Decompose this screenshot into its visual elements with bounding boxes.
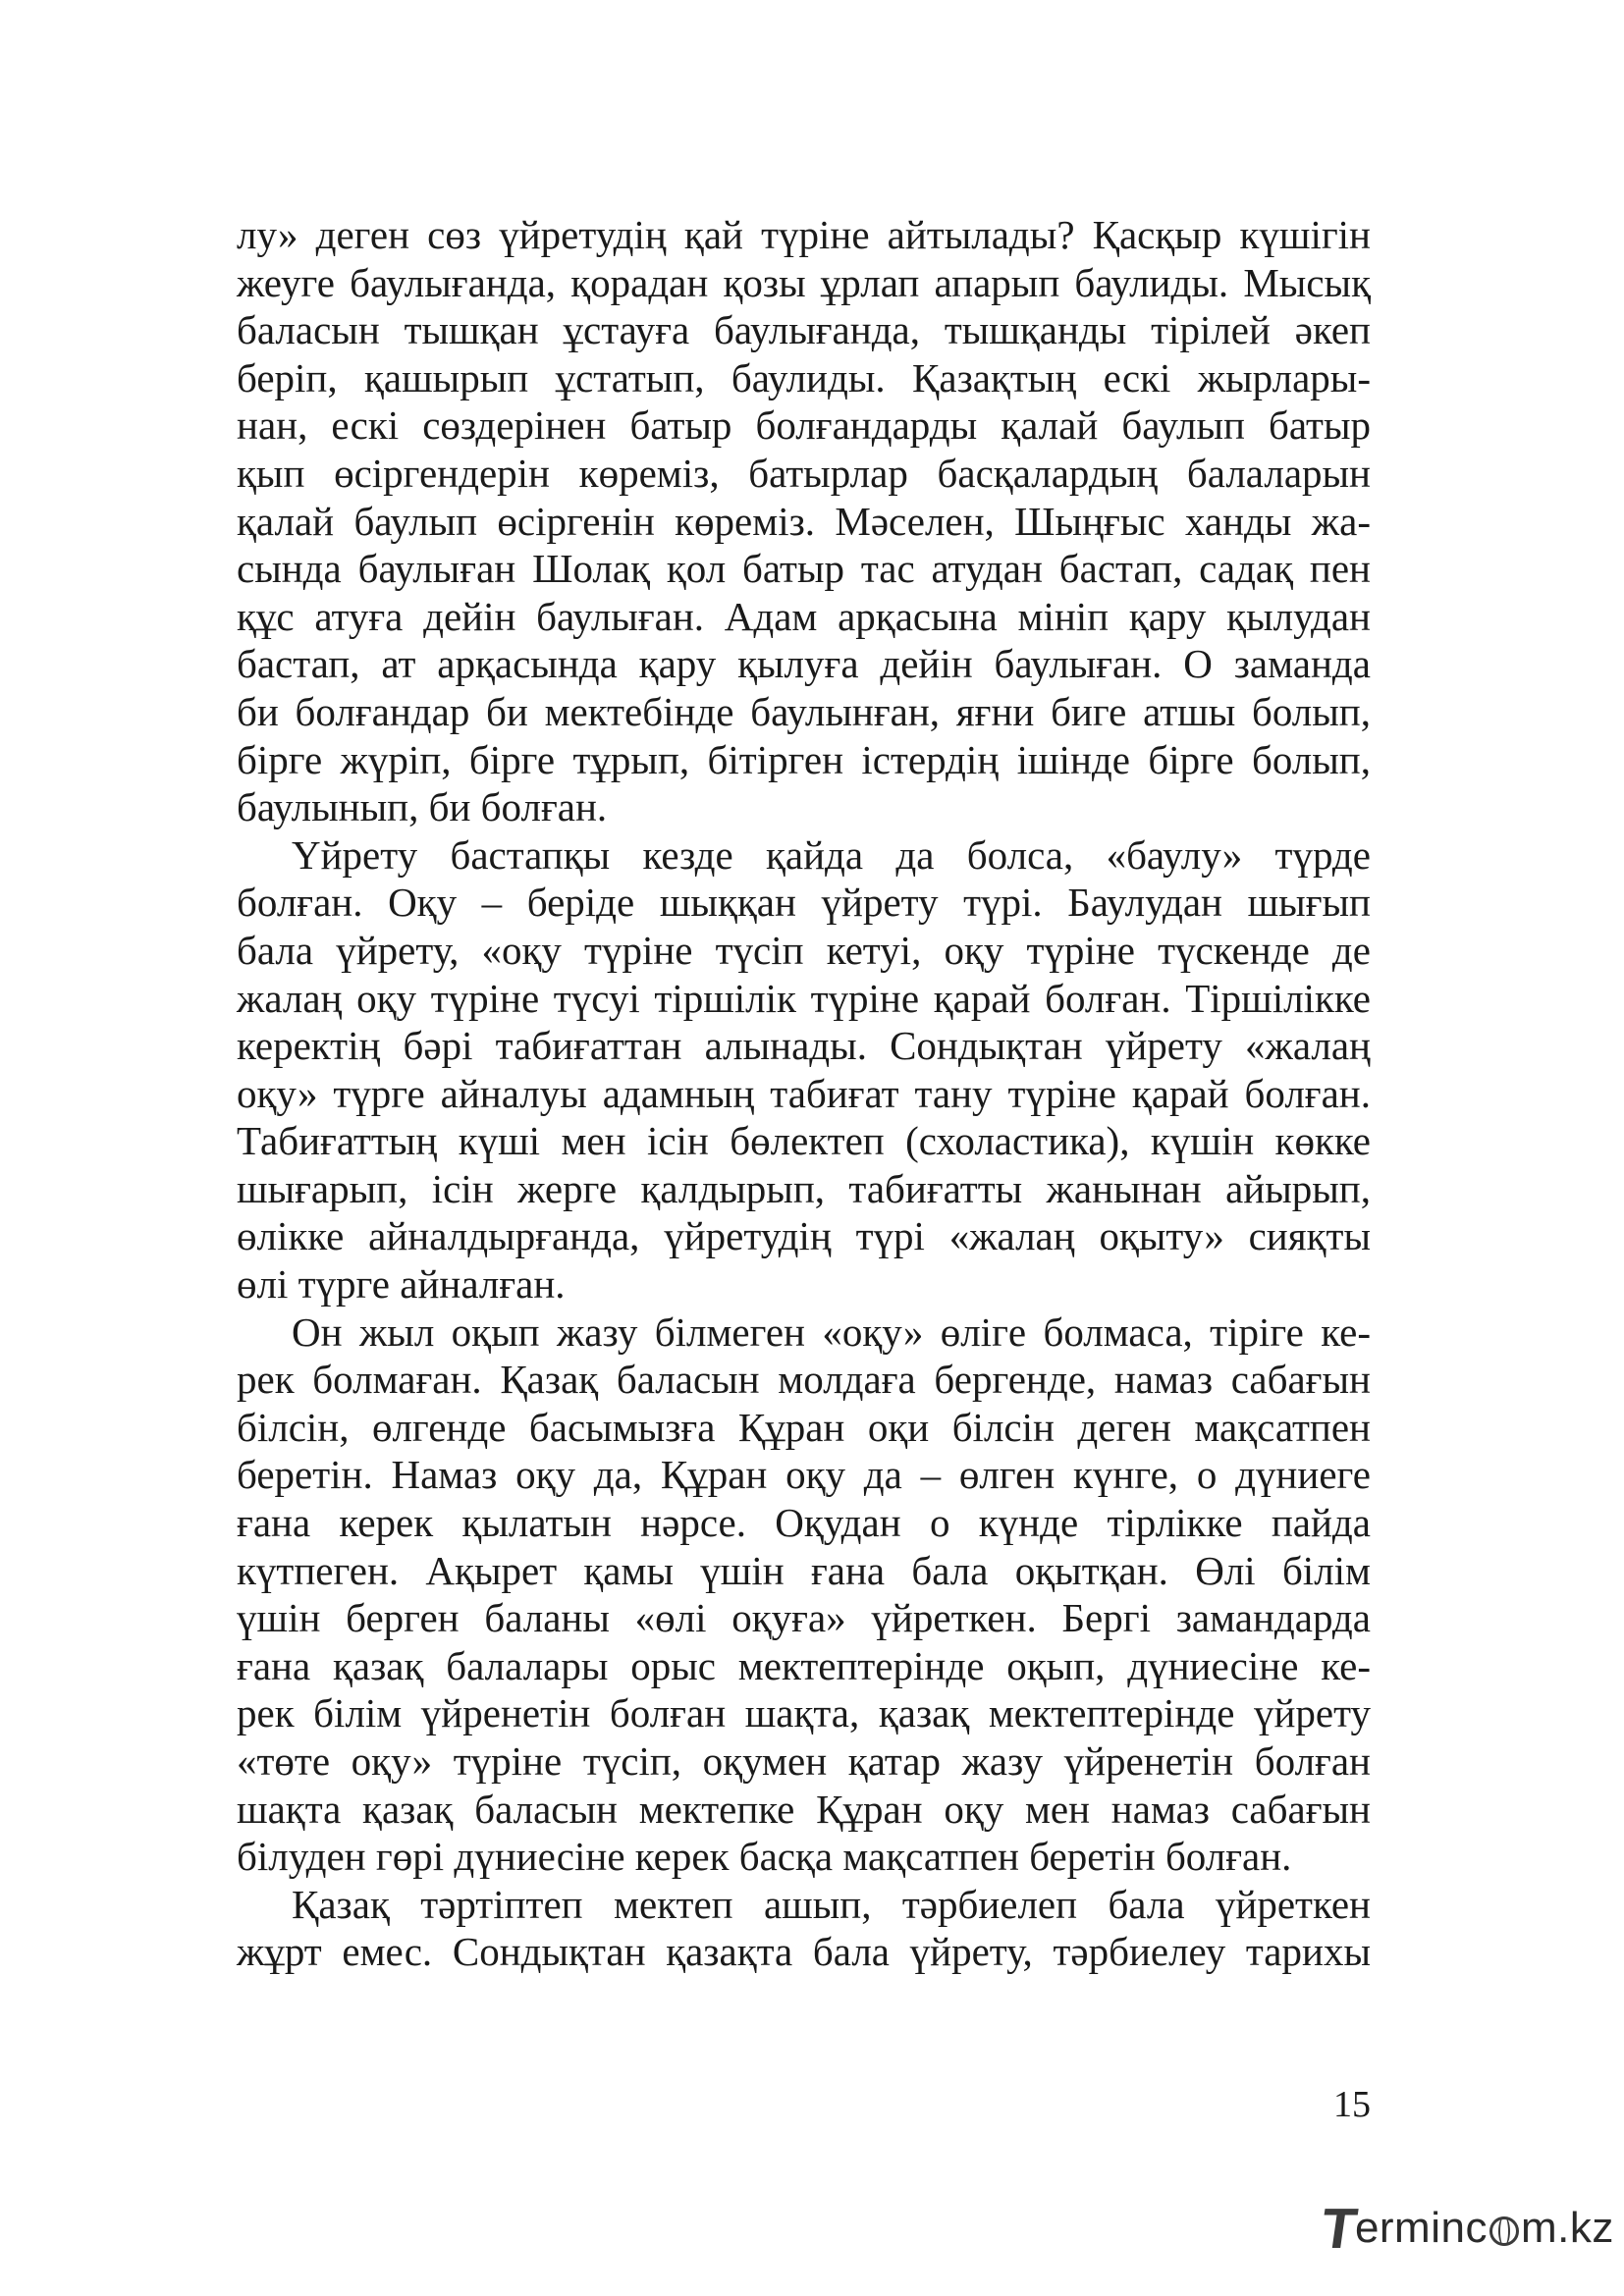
- text-line: бала үйрету, «оқу түріне түсіп кетуі, оқу түріне түскенде де: [237, 927, 1371, 973]
- text-line: беретін. Намаз оқу да, Құран оқу да – өлген күнге, о дүниеге: [237, 1452, 1371, 1498]
- text-line: өлікке айналдырғанда, үйретудің түрі «жалаң оқыту» сияқты: [237, 1213, 1371, 1259]
- text-line: би болғандар би мектебінде баулынған, яғни биге атшы болып,: [237, 688, 1371, 734]
- text-line: ғана қазақ балалары орыс мектептерінде оқып, дүниесіне ке-: [237, 1642, 1371, 1688]
- text-line: оқу» түрге айналуы адамның табиғат тану түріне қарай болған.: [237, 1070, 1371, 1116]
- text-line: сында баулыған Шолақ қол батыр тас атудан бастап, садақ пен: [237, 546, 1371, 592]
- text-line: рек білім үйренетін болған шақта, қазақ мектептерінде үйрету: [237, 1690, 1371, 1736]
- text-line: ғана керек қылатын нәрсе. Оқудан о күнде тірлікке пайда: [237, 1500, 1371, 1546]
- termincom-watermark: [1317, 2196, 1614, 2261]
- text-line: білуден гөрі дүниесіне керек басқа мақсатпен беретін болған.: [237, 1834, 1292, 1880]
- paragraph-start-line: Он жыл оқып жазу білмеген «оқу» өлігe болмаса, тіріге ке-: [292, 1308, 1371, 1355]
- paragraph-start-line: Қазақ тәртіптеп мектеп ашып, тәрбиелеп бала үйреткен: [292, 1881, 1371, 1927]
- text-line: Табиғаттың күші мен ісін бөлектеп (схоластика), күшін көкке: [237, 1118, 1371, 1164]
- text-line: үшін берген баланы «өлі оқуға» үйреткен. Бергі замандарда: [237, 1595, 1371, 1641]
- watermark-text-end: m.kz: [1520, 2204, 1614, 2252]
- page-number: 15: [1333, 2084, 1371, 2125]
- text-line: қып өсіргендерін көреміз, батырлар басқалардың балаларын: [237, 450, 1371, 496]
- text-line: бірге жүріп, бірге тұрып, бітірген істердің ішінде бірге болып,: [237, 736, 1371, 782]
- text-line: лу» деген сөз үйретудің қай түріне айтылады? Қасқыр күшігін: [237, 212, 1371, 257]
- text-line: білсін, өлгенде басымызға Құран оқи білсін деген мақсатпен: [237, 1404, 1371, 1450]
- text-line: шығарып, ісін жерге қалдырып, табиғатты жанынан айырып,: [237, 1165, 1371, 1211]
- globe-icon: [1489, 2216, 1519, 2246]
- text-line: жалаң оқу түріне түсуі тіршілік түріне қарай болған. Тіршілікке: [237, 975, 1371, 1021]
- text-line: қалай баулып өсіргенін көреміз. Мәселен, Шыңғыс ханды жа-: [237, 498, 1371, 544]
- text-line: бастап, ат арқасында қару қылуға дейін баулыған. О заманда: [237, 641, 1371, 687]
- text-line: шақта қазақ баласын мектепке Құран оқу мен намаз сабағын: [237, 1786, 1371, 1832]
- text-line: баулынып, би болған.: [237, 784, 608, 830]
- text-line: күтпеген. Ақырет қамы үшін ғана бала оқытқан. Өлі білім: [237, 1547, 1371, 1593]
- paragraph-start-line: Үйрету бастапқы кезде қайда да болса, «баулу» түрде: [292, 831, 1371, 878]
- watermark-letter-t: T: [1317, 2196, 1362, 2261]
- text-line: «төте оқу» түріне түсіп, оқумен қатар жазу үйренетін болған: [237, 1738, 1371, 1784]
- watermark-text-start: erminc: [1354, 2204, 1488, 2252]
- text-line: нан, ескі сөздерінен батыр болғандарды қалай баулып батыр: [237, 402, 1371, 449]
- text-line: болған. Оқу – беріде шыққан үйрету түрі. Баулудан шығып: [237, 880, 1371, 926]
- text-line: құс атуға дейін баулыған. Адам арқасына мініп қару қылудан: [237, 593, 1371, 639]
- text-line: өлі түрге айналған.: [237, 1261, 566, 1308]
- text-line: рек болмаған. Қазақ баласын молдаға бергенде, намаз сабағын: [237, 1357, 1371, 1403]
- text-line: жеуге баулығанда, қорадан қозы ұрлап апарып баулиды. Мысық: [237, 259, 1371, 305]
- text-line: керектің бәрі табиғаттан алынады. Сондықтан үйрету «жалаң: [237, 1023, 1371, 1069]
- body-text: [237, 211, 1371, 1976]
- text-line: беріп, қашырып ұстатып, баулиды. Қазақтың ескі жырлары-: [237, 354, 1371, 400]
- text-line: жұрт емес. Сондықтан қазақта бала үйрету, тәрбиелеу тарихы: [237, 1929, 1371, 1975]
- text-line: баласын тышқан ұстауға баулығанда, тышқанды тірілей әкеп: [237, 307, 1371, 353]
